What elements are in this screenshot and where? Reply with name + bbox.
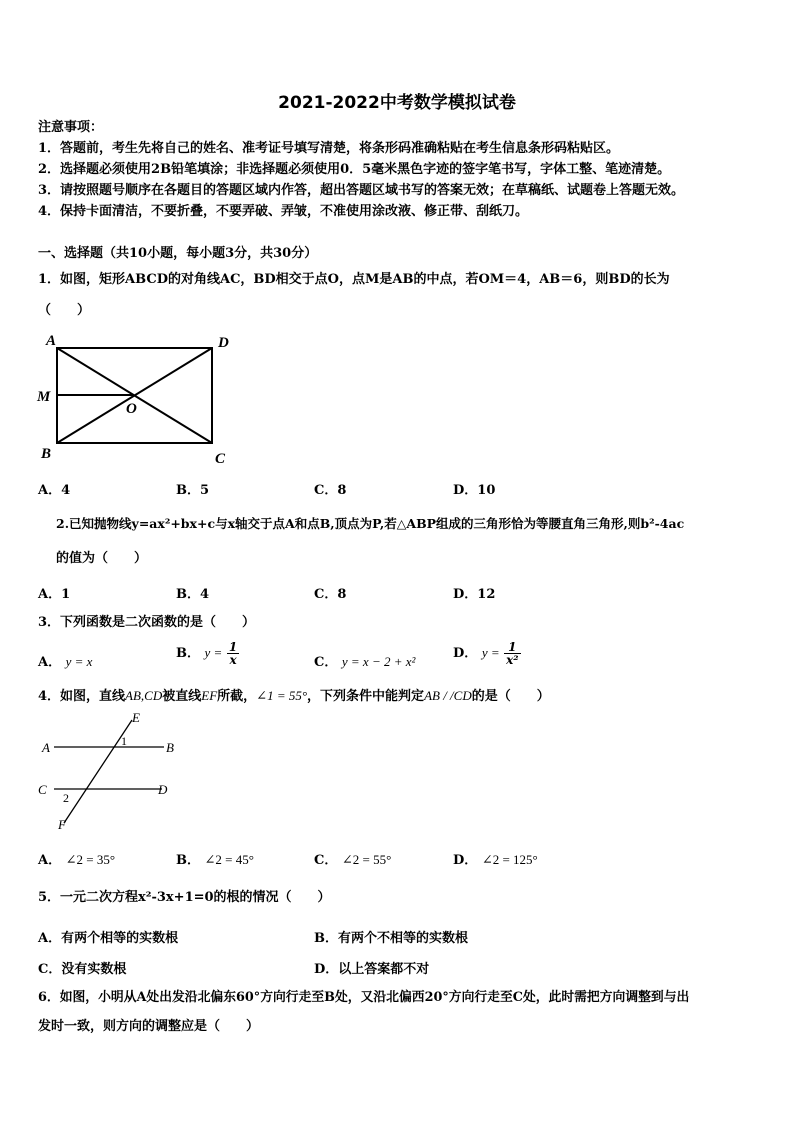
q1-stem: 1．如图，矩形ABCD的对角线AC，BD相交于点O，点M是AB的中点，若OM＝4，AB＝6，则BD的长为 (38, 272, 670, 287)
q3-option-d-denominator: x² (506, 653, 519, 667)
q1-label-c: C (215, 451, 226, 467)
q4-option-d-expr: ∠2 = 125° (481, 852, 538, 867)
q4-stem-lines: AB,CD (125, 688, 163, 703)
q4-stem-part-2: 被直线 (162, 689, 202, 704)
q3-option-d[interactable] (453, 641, 521, 666)
q2-option-b[interactable]: B．4 (176, 587, 210, 602)
section-heading: 一、选择题（共10小题，每小题3分，共30分） (38, 246, 318, 261)
q1-label-a: A (46, 333, 57, 349)
q1-rectangle-figure (34, 330, 234, 470)
q1-label-d: D (218, 335, 229, 351)
q4-stem-parallel: AB / /CD (424, 688, 472, 703)
q5-option-b[interactable]: B．有两个不相等的实数根 (314, 931, 468, 946)
q4-label-a: A (42, 740, 50, 755)
q4-stem-angle: ∠1 = 55° (256, 688, 308, 703)
page-title: 2021-2022中考数学模拟试卷 (278, 93, 516, 113)
notice-item-2: 2．选择题必须使用2B铅笔填涂；非选择题必须使用0．5毫米黑色字迹的签字笔书写，字体工整、笔迹清楚。 (38, 162, 671, 177)
q2-stem: 2.已知抛物线y=ax²+bx+c与x轴交于点A和点B,顶点为P,若△ABP组成的三角形恰为等腰直角三角形,则b²-4ac (56, 516, 685, 531)
q4-option-b-label: B． (176, 853, 200, 868)
q1-option-a[interactable]: A．4 (38, 483, 71, 498)
q3-option-a-label: A． (38, 655, 62, 670)
q2-option-a[interactable]: A．1 (38, 587, 71, 602)
q4-label-e: E (132, 710, 140, 725)
q4-option-a-label: A． (38, 853, 62, 868)
q4-option-a[interactable] (38, 849, 115, 868)
q4-option-c-expr: ∠2 = 55° (341, 852, 392, 867)
q2-option-d[interactable]: D．12 (453, 587, 496, 602)
q1-label-m: M (37, 389, 51, 405)
notice-item-3: 3．请按照题号顺序在各题目的答题区域内作答，超出答题区域书写的答案无效；在草稿纸、试题卷上答题无效。 (38, 183, 685, 198)
q1-label-b: B (41, 446, 52, 462)
q3-option-b-label: B． (176, 646, 200, 661)
q4-label-angle-1: 1 (121, 734, 127, 748)
q4-label-d: D (158, 782, 168, 797)
q1-option-d[interactable]: D．10 (453, 483, 496, 498)
q4-option-b-expr: ∠2 = 45° (204, 852, 254, 867)
q3-option-d-numerator: 1 (504, 641, 520, 654)
q3-option-d-lhs: y = (481, 645, 500, 660)
q2-option-c[interactable]: C．8 (314, 587, 347, 602)
q3-option-b[interactable] (176, 641, 239, 666)
q3-option-d-label: D． (453, 646, 478, 661)
notice-item-1: 1．答题前，考生先将自己的姓名、准考证号填写清楚，将条形码准确粘贴在考生信息条形码粘贴区。 (38, 141, 620, 156)
q5-option-c[interactable]: C．没有实数根 (38, 962, 127, 977)
q4-label-angle-2: 2 (63, 791, 69, 805)
q4-option-c[interactable] (314, 849, 391, 868)
q1-blank: （ ） (38, 303, 91, 318)
q4-stem-part-5: 的是（ ） (471, 689, 550, 704)
q1-option-b[interactable]: B．5 (176, 483, 210, 498)
q4-stem-part-1: 4．如图，直线 (38, 689, 126, 704)
q3-option-c[interactable] (314, 651, 415, 670)
notice-heading: 注意事项： (38, 120, 104, 135)
q4-stem-part-3: 所截， (217, 689, 257, 704)
q4-label-b: B (166, 740, 174, 755)
q4-label-f: F (58, 817, 66, 832)
q4-label-c: C (38, 782, 47, 797)
q3-option-b-denominator: x (229, 653, 237, 667)
q2-stem-cont: 的值为（ ） (56, 551, 148, 566)
q3-stem: 3．下列函数是二次函数的是（ ） (38, 615, 256, 630)
q1-label-o: O (126, 401, 137, 417)
q3-option-b-numerator: 1 (228, 640, 238, 654)
q3-option-d-fraction (504, 641, 520, 666)
q5-option-a[interactable]: A．有两个相等的实数根 (38, 931, 179, 946)
q6-stem-cont: 发时一致，则方向的调整应是（ ） (38, 1019, 260, 1034)
q6-stem: 6．如图，小明从A处出发沿北偏东60°方向行走至B处，又沿北偏西20°方向行走至C处，此时需把方向调整到与出 (38, 990, 690, 1005)
q4-option-c-label: C． (314, 853, 338, 868)
q3-option-c-expr: y = x − 2 + x² (341, 654, 416, 669)
q3-option-b-lhs: y = (204, 645, 223, 660)
q4-stem-part-4: ，下列条件中能判定 (307, 689, 425, 704)
q4-option-d-label: D． (453, 853, 478, 868)
q3-option-c-label: C． (314, 655, 338, 670)
q5-option-d[interactable]: D．以上答案都不对 (314, 962, 430, 977)
q1-option-c[interactable]: C．8 (314, 483, 347, 498)
q4-stem (38, 688, 550, 704)
notice-item-4: 4．保持卡面清洁，不要折叠，不要弄破、弄皱，不准使用涂改液、修正带、刮纸刀。 (38, 204, 529, 219)
q4-parallel-lines-figure (34, 708, 184, 836)
q3-option-a-expr: y = x (65, 654, 93, 669)
q3-option-b-fraction (227, 641, 239, 666)
q4-option-b[interactable] (176, 849, 254, 868)
q4-stem-ef: EF (201, 688, 218, 703)
q4-option-a-expr: ∠2 = 35° (65, 852, 116, 867)
q3-option-a[interactable] (38, 651, 92, 670)
q4-option-d[interactable] (453, 849, 538, 868)
q5-stem: 5．一元二次方程x²-3x+1=0的根的情况（ ） (38, 890, 331, 905)
